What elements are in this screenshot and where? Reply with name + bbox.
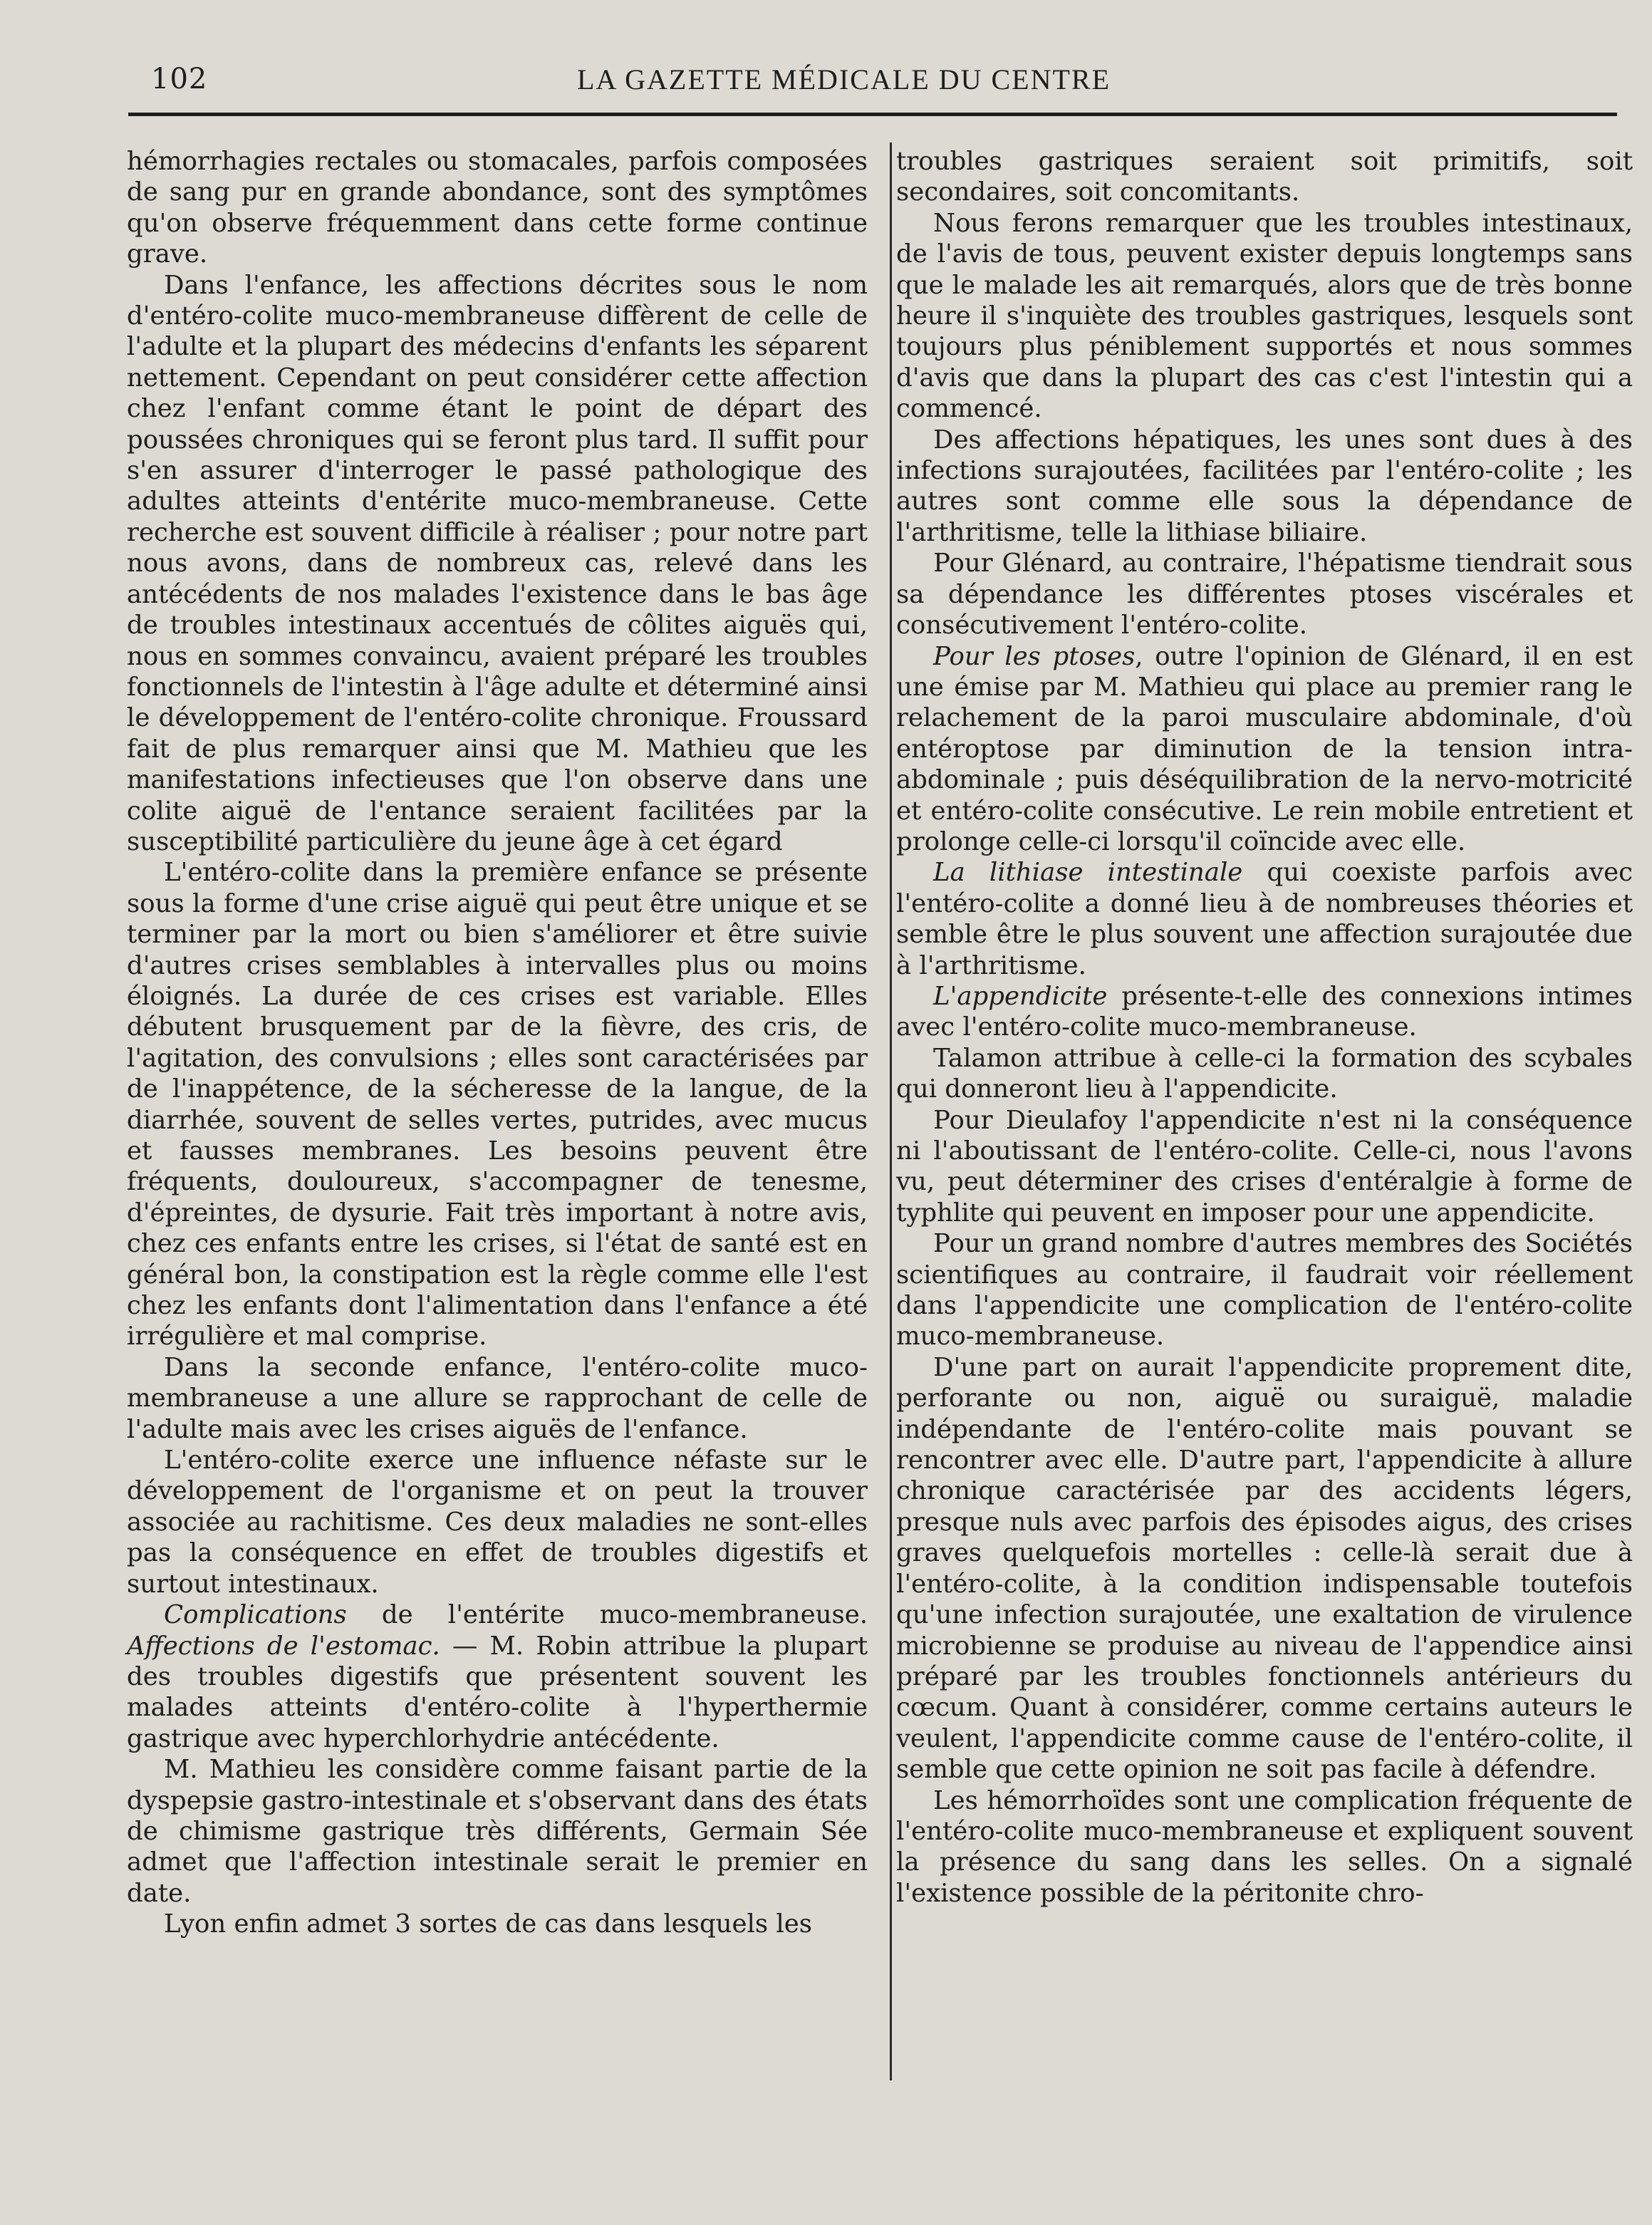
paragraph: Des affections hépatiques, les unes sont dues à des infections surajoutées, facilitées par l'entéro-colite ; les autres sont comme elle sous la dépendance de l'arthritisme, telle la lithiase biliaire. — [896, 425, 1633, 547]
section-heading: Pour les ptoses — [933, 641, 1136, 671]
paragraph: L'entéro-colite exerce une influence néfaste sur le développement de l'organisme et on peut la trouver associée au rachitisme. Ces deux maladies ne sont-elles pas la conséquence en effet de troubles digestifs et surtout intestinaux. — [127, 1446, 868, 1599]
paragraph — [896, 857, 1633, 981]
paragraph: Les hémorrhoïdes sont une complication fréquente de l'entéro-colite muco-membraneuse et expliquent souvent la présence du sang dans les selles. On a signalé l'existence possible de la péritonite chro- — [896, 1785, 1633, 1908]
section-heading: Complications — [164, 1600, 347, 1630]
paragraph: Dans l'enfance, les affections décrites sous le nom d'entéro-colite muco-membraneuse diffèrent de celle de l'adulte et la plupart des médecins d'enfants les séparent nettement. Cependant on peut considérer cette affection chez l'enfant comme étant le point de départ des poussées chroniques qui se feront plus tard. Il suffit pour s'en assurer d'interroger le passé pathologique des adultes atteints d'entérite muco-membraneuse. Cette recherche est souvent difficile à réaliser ; pour notre part nous avons, dans de nombreux cas, relevé dans les antécédents de nos malades l'existence dans le bas âge de troubles intestinaux accentués de côlites aiguës qui, nous en sommes convaincu, avaient préparé les troubles fonctionnels de l'intestin à l'âge adulte et déterminé ainsi le développement de l'entéro-colite chronique. Froussard fait de plus remarquer ainsi que M. Mathieu que les manifestations infectieuses que l'on observe dans une colite aiguë de l'entance seraient facilitées par la susceptibilité particulière du jeune âge à cet égard — [127, 270, 868, 856]
paragraph: Pour un grand nombre d'autres membres des Sociétés scientifiques au contraire, il faudrait voir réellement dans l'appendicite une complication de l'entéro-colite muco-membraneuse. — [896, 1229, 1633, 1352]
paragraph-text: qui coexiste parfois avec l'entéro-colite a donné lieu à de nombreuses théories et semble être le plus souvent une affection surajoutée due à l'arthritisme. — [896, 858, 1633, 980]
paragraph-text: présente-t-elle des connexions intimes avec l'entéro-colite muco-membraneuse. — [896, 981, 1633, 1042]
paragraph: Pour Glénard, au contraire, l'hépatisme tiendrait sous sa dépendance les différentes ptoses viscérales et consécutivement l'entéro-colite. — [896, 549, 1633, 640]
page-number: 102 — [151, 63, 208, 95]
paragraph-text: de l'entérite muco-membraneuse. — [346, 1600, 868, 1630]
section-heading: L'appendicite — [933, 981, 1108, 1011]
paragraph: M. Mathieu les considère comme faisant partie de la dyspepsie gastro-intestinale et s'observant dans des états de chimisme gastrique très différents, Germain Sée admet que l'affection intestinale serait le premier en date. — [127, 1755, 868, 1908]
paragraph: troubles gastriques seraient soit primitifs, soit secondaires, soit concomitants. — [896, 147, 1633, 207]
section-heading: Affections de l'estomac. — [127, 1631, 440, 1661]
running-title: LA GAZETTE MÉDICALE DU CENTRE — [577, 63, 1111, 95]
paragraph: Lyon enfin admet 3 sortes de cas dans lesquels les — [164, 1909, 812, 1939]
paragraph — [127, 1599, 868, 1754]
column-divider — [890, 142, 892, 2080]
paragraph: Pour Dieulafoy l'appendicite n'est ni la conséquence ni l'aboutissant de l'entéro-colite. Celle-ci, nous l'avons vu, peut déterminer des crises d'entéralgie à forme de typhlite qui peuvent en imposer pour une appendicite. — [896, 1105, 1633, 1228]
paragraph: hémorrhagies rectales ou stomacales, parfois composées de sang pur en grande abondance, sont des symptômes qu'on observe fréquemment dans cette forme continue grave. — [127, 147, 868, 269]
left-column — [127, 146, 868, 1940]
paragraph: Nous ferons remarquer que les troubles intestinaux, de l'avis de tous, peuvent exister depuis longtemps sans que le malade les ait remarqués, alors que de très bonne heure il s'inquiète des troubles gastriques, lesquels sont toujours plus péniblement supportés et nous sommes d'avis que dans la plupart des cas c'est l'intestin qui a commencé. — [896, 208, 1633, 424]
paragraph-text: — M. Robin attribue la plupart des troubles digestifs que présentent souvent les malades atteints d'entéro-colite à l'hyperthermie gastrique avec hyperchlorhydrie antécédente. — [127, 1631, 868, 1753]
paragraph: Talamon attribue à celle-ci la formation des scybales qui donneront lieu à l'appendicite. — [896, 1043, 1633, 1104]
paragraph-text: , outre l'opinion de Glénard, il en est une émise par M. Mathieu qui place au premier rang le relachement de la paroi musculaire abdominale, d'où entéroptose par diminution de la tension intra-abdominale ; puis déséquilibration de la nervo-motricité et entéro-colite consécutive. Le rein mobile entretient et prolonge celle-ci lorsqu'il coïncide avec elle. — [896, 641, 1633, 856]
section-heading: La lithiase intestinale — [933, 858, 1243, 888]
paragraph: Dans la seconde enfance, l'entéro-colite muco-membraneuse a une allure se rapprochant de celle de l'adulte mais avec les crises aiguës de l'enfance. — [127, 1352, 868, 1444]
header-rule — [128, 113, 1617, 116]
paragraph: D'une part on aurait l'appendicite proprement dite, perforante ou non, aiguë ou suraiguë, maladie indépendante de l'entéro-colite mais pouvant se rencontrer avec elle. D'autre part, l'appendicite à allure chronique caractérisée par des accidents légers, presque nuls avec parfois des épisodes aigus, des crises graves quelquefois mortelles : celle-là serait due à l'entéro-colite, à la condition indispensable toutefois qu'une infection surajoutée, une exaltation de virulence microbienne se produise au niveau de l'appendice ainsi préparé par les troubles fonctionnels antérieurs du cœcum. Quant à considérer, comme certains auteurs le veulent, l'appendicite comme cause de l'entéro-colite, il semble que cette opinion ne soit pas facile à défendre. — [896, 1352, 1633, 1785]
paragraph — [896, 981, 1633, 1043]
paragraph — [896, 641, 1633, 858]
right-column — [896, 146, 1633, 1909]
paragraph: L'entéro-colite dans la première enfance se présente sous la forme d'une crise aiguë qui peut être unique et se terminer par la mort ou bien s'améliorer et être suivie d'autres crises semblables à intervalles plus ou moins éloignés. La durée de ces crises est variable. Elles débutent brusquement par de la fièvre, des cris, de l'agitation, des convulsions ; elles sont caractérisées par de l'inappétence, de la sécheresse de la langue, de la diarrhée, souvent de selles vertes, putrides, avec mucus et fausses membranes. Les besoins peuvent être fréquents, douloureux, s'accompagner de tenesme, d'épreintes, de dysurie. Fait très important à notre avis, chez ces enfants entre les crises, si l'état de santé est en général bon, la constipation est la règle comme elle l'est chez les enfants dont l'alimentation dans l'enfance a été irrégulière et mal comprise. — [127, 858, 868, 1352]
